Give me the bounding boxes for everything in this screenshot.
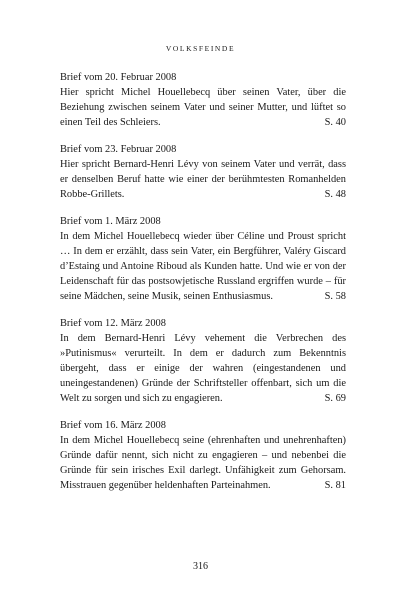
entry-date: Brief vom 12. März 2008 — [60, 318, 166, 329]
entry-date: Brief vom 20. Februar 2008 — [60, 72, 177, 83]
entry-page-ref: S. 69 — [324, 393, 346, 404]
entry-text: In dem Michel Houellebecq seine (ehrenhaften und unehrenhaften) Gründe dafür nennt, sich nicht zu engagieren – und nebenbei die Gründe für sein irisches Exil darlegt. Unfähigkeit zum Gehorsam. Misstrauen gegenüber heldenhaften Parteinahmen. — [60, 435, 346, 491]
entry-page-ref: S. 40 — [324, 117, 346, 128]
entry-page-ref: S. 48 — [324, 189, 346, 200]
letter-index — [60, 70, 346, 505]
entry-text: Hier spricht Bernard-Henri Lévy von seinem Vater und verrät, dass er denselben Beruf hatte wie einer der berühmtesten Romanhelden Robbe-Grillets. — [60, 159, 346, 200]
entry-summary — [60, 157, 346, 202]
page-number: 316 — [193, 561, 208, 572]
entry-date: Brief vom 16. März 2008 — [60, 420, 166, 431]
entry-date: Brief vom 23. Februar 2008 — [60, 144, 177, 155]
entry-summary — [60, 85, 346, 130]
letter-entry — [60, 418, 346, 493]
entry-page-ref: S. 81 — [324, 480, 346, 491]
entry-text: In dem Michel Houellebecq wieder über Céline und Proust spricht … In dem er erzählt, dass sein Vater, ein Bergführer, Valéry Giscard d’Estaing und Antoine Riboud als Kunden hatte. Und wie er von der Leidenschaft für das postsowjetische Russland ergriffen wurde – für seine Mädchen, seine Musik, seinen Enthusiasmus. — [60, 231, 346, 302]
entry-summary — [60, 433, 346, 493]
letter-entry — [60, 214, 346, 304]
letter-entry — [60, 316, 346, 406]
letter-entry — [60, 142, 346, 202]
running-head: VOLKSFEINDE — [165, 44, 236, 53]
entry-date: Brief vom 1. März 2008 — [60, 216, 161, 227]
entry-text: Hier spricht Michel Houellebecq über seinen Vater, über die Beziehung zwischen seinem Vater und seiner Mutter, und lüftet so einen Teil des Schleiers. — [60, 87, 346, 128]
entry-page-ref: S. 58 — [324, 291, 346, 302]
entry-text: In dem Bernard-Henri Lévy vehement die Verbrechen des »Putinismus« verurteilt. In dem er dadurch zum Bekenntnis übergeht, dass er einige der wahren (eingestandenen und uneingestandenen) Gründe der Schriftsteller offenbart, sich um die Welt zu sorgen und sich zu engagieren. — [60, 333, 346, 404]
entry-summary — [60, 331, 346, 406]
entry-summary — [60, 229, 346, 304]
letter-entry — [60, 70, 346, 130]
